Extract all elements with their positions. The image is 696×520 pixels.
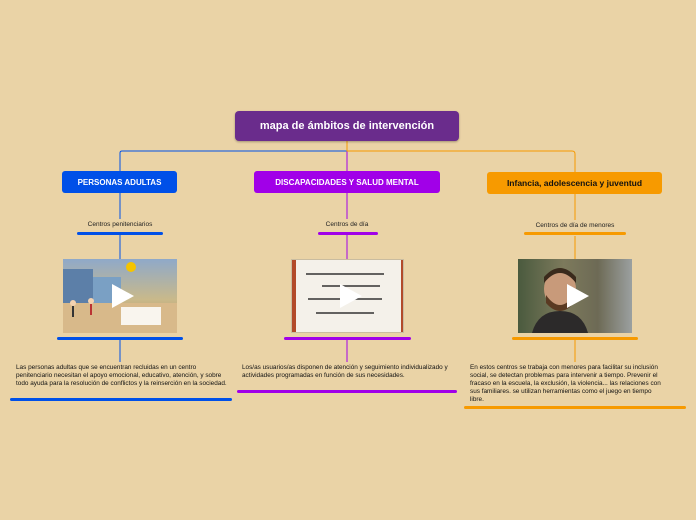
video-thumbnail-infancia[interactable] bbox=[518, 259, 632, 333]
root-title: mapa de ámbitos de intervención bbox=[259, 120, 435, 132]
play-icon[interactable] bbox=[340, 284, 362, 308]
description-underline bbox=[237, 390, 457, 393]
branch-infancia[interactable] bbox=[487, 172, 662, 194]
video-thumbnail-adultas[interactable] bbox=[63, 259, 177, 333]
subtopic-underline bbox=[77, 232, 163, 235]
branch-discapacidades[interactable] bbox=[254, 171, 440, 193]
subtopic-underline bbox=[524, 232, 626, 235]
description-underline bbox=[10, 398, 232, 401]
branch-title: DISCAPACIDADES Y SALUD MENTAL bbox=[275, 177, 419, 187]
branch-title: Infancia, adolescencia y juventud bbox=[506, 178, 643, 188]
video-underline bbox=[284, 337, 411, 340]
play-icon[interactable] bbox=[112, 284, 134, 308]
play-icon[interactable] bbox=[567, 284, 589, 308]
description-infancia: En estos centros se trabaja con menores para facilitar su inclusión social, se detectan problemas para intervenir a tiempo. Prevenir el fracaso en la escuela, la exclusión, la violencia... las relaciones con sus familiares. se utilizan herramientas como el juego en tiempo libre. bbox=[470, 364, 661, 403]
branch-personas-adultas[interactable] bbox=[62, 171, 177, 193]
subtopic-centros-de-dia-menores[interactable]: Centros de día de menores bbox=[535, 222, 615, 229]
description-discapacidades: Los/as usuarios/as disponen de atención y seguimiento individualizado y actividades programadas en función de sus necesidades. bbox=[242, 364, 448, 379]
description-adultas: Las personas adultas que se encuentran recluidas en un centro penitenciario necesitan el apoyo emocional, educativo, atención, y sobre todo ayuda para la resolución de conflictos y la reinserción en la sociedad. bbox=[16, 364, 227, 387]
root-node[interactable] bbox=[235, 111, 459, 141]
branch-title: PERSONAS ADULTAS bbox=[77, 177, 162, 187]
subtopic-centros-de-dia[interactable]: Centros de día bbox=[325, 221, 369, 228]
subtopic-centros-penitenciarios[interactable]: Centros penitenciarios bbox=[87, 221, 153, 228]
video-underline bbox=[512, 337, 638, 340]
subtopic-underline bbox=[318, 232, 378, 235]
description-underline bbox=[464, 406, 686, 409]
video-underline bbox=[57, 337, 183, 340]
video-thumbnail-discapacidades[interactable] bbox=[291, 259, 404, 333]
